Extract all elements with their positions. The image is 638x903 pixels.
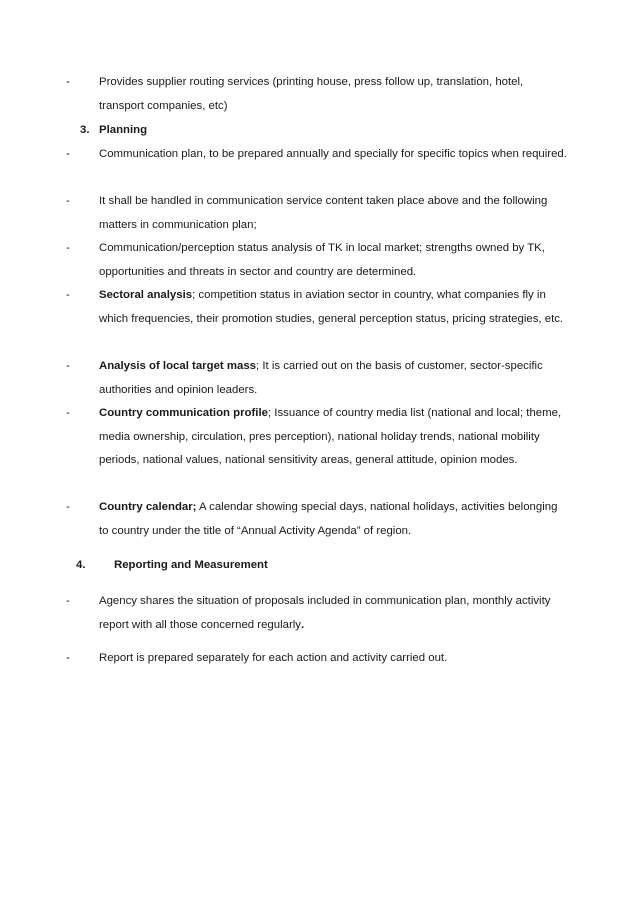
list-item xyxy=(64,143,569,167)
item-lead: Sectoral analysis xyxy=(99,289,193,301)
item-text xyxy=(99,496,569,543)
dash-marker: - xyxy=(66,595,70,607)
item-text: Communication/perception status analysis of TK in local market; strengths owned by TK, opportunities and threats in sector and country are determined. xyxy=(99,242,545,278)
list-item xyxy=(64,190,569,237)
list-item xyxy=(64,590,569,637)
item-text: Communication plan, to be prepared annually and specially for specific topics when required. xyxy=(99,148,567,160)
item-lead: Analysis of local target mass xyxy=(99,360,256,372)
section-title: Planning xyxy=(99,124,148,136)
item-lead: Country communication profile xyxy=(99,407,268,419)
item-tail: . xyxy=(300,618,305,631)
item-lead: Country calendar; xyxy=(99,501,197,513)
dash-marker: - xyxy=(66,242,70,254)
item-text xyxy=(99,284,569,331)
dash-marker: - xyxy=(66,148,70,160)
section-heading-reporting xyxy=(64,554,569,578)
dash-marker: - xyxy=(66,407,70,419)
list-item xyxy=(64,237,569,284)
dash-marker: - xyxy=(66,195,70,207)
dash-marker: - xyxy=(66,76,70,88)
dash-marker: - xyxy=(66,289,70,301)
section-number: 3. xyxy=(80,124,90,136)
item-rest: ; Issuance of country media list (national and local; theme, media ownership, circulation, pres perception), national holiday trends, national mobility periods, national values, national sensitivity areas, general attitude, opinion modes. xyxy=(99,407,562,467)
item-text: It shall be handled in communication service content taken place above and the following matters in communication plan; xyxy=(99,195,548,231)
item-rest: ; It is carried out on the basis of customer, sector-specific authorities and opinion leaders. xyxy=(99,360,543,396)
item-text: Report is prepared separately for each action and activity carried out. xyxy=(99,652,448,664)
item-text xyxy=(99,402,569,473)
list-item-sectoral-analysis xyxy=(64,284,569,331)
dash-marker: - xyxy=(66,501,70,513)
list-item-country-profile xyxy=(64,402,569,473)
item-text: Provides supplier routing services (printing house, press follow up, translation, hotel, transport companies, etc) xyxy=(99,76,524,112)
section-heading-planning xyxy=(64,119,569,143)
list-item-country-calendar xyxy=(64,496,569,543)
item-rest: Agency shares the situation of proposals included in communication plan, monthly activity report with all those concerned regularly xyxy=(99,595,551,631)
item-rest: ; competition status in aviation sector in country, what companies fly in which frequencies, their promotion studies, general perception status, pricing strategies, etc. xyxy=(99,289,564,325)
list-item xyxy=(64,71,569,118)
section-number: 4. xyxy=(76,559,86,571)
item-rest: A calendar showing special days, national holidays, activities belonging to country under the title of “Annual Activity Agenda” of region. xyxy=(99,501,558,537)
list-item xyxy=(64,647,569,671)
item-text xyxy=(99,355,569,402)
list-item-local-target-mass xyxy=(64,355,569,402)
dash-marker: - xyxy=(66,652,70,664)
dash-marker: - xyxy=(66,360,70,372)
item-text xyxy=(99,590,569,637)
section-title: Reporting and Measurement xyxy=(114,559,268,571)
